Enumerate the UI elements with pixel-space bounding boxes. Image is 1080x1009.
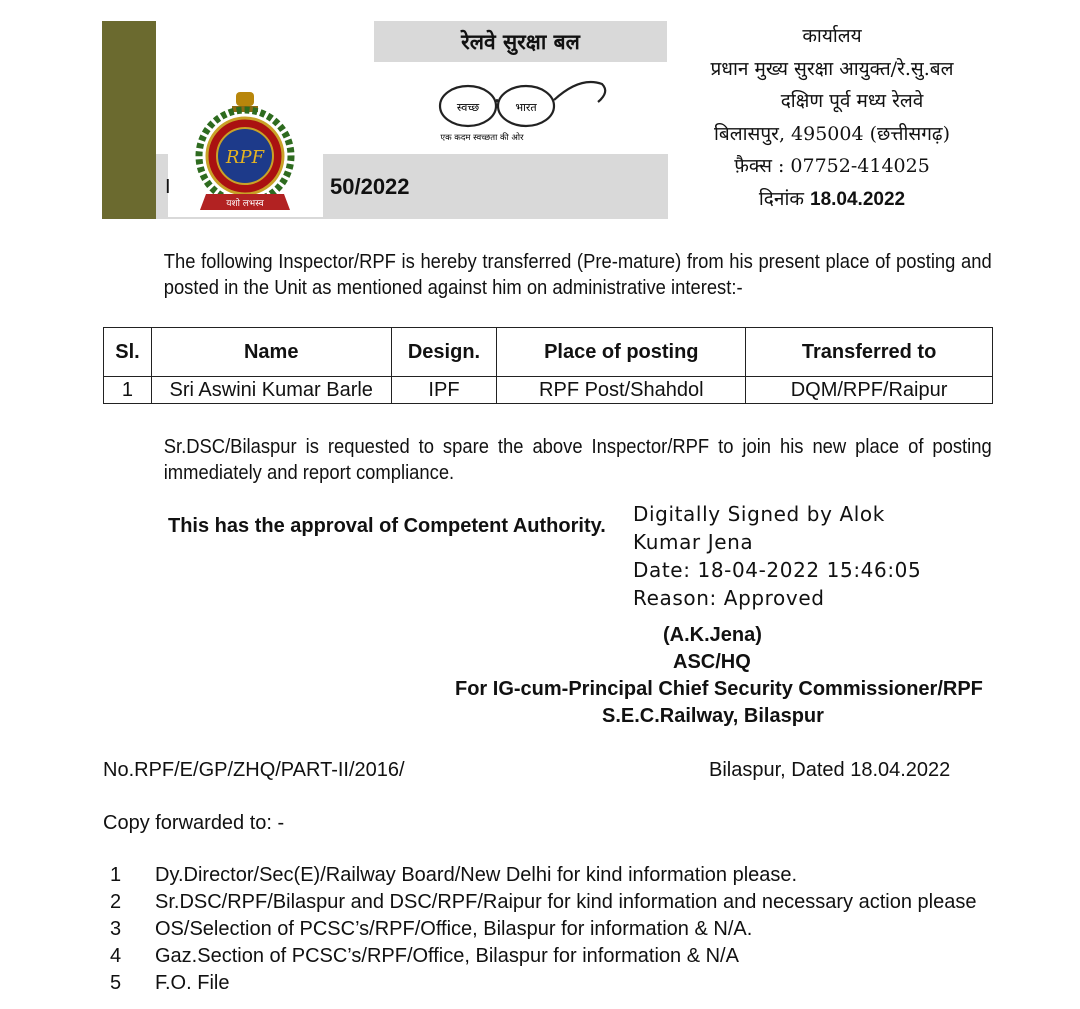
list-item-text: OS/Selection of PCSC’s/RPF/Office, Bilaspur for information & N/A. <box>155 918 753 940</box>
list-item-number: 3 <box>110 918 122 940</box>
cell-sl: 1 <box>104 377 152 404</box>
hindi-title: रेलवे सुरक्षा बल <box>461 28 580 54</box>
request-text: Sr.DSC/Bilaspur is requested to spare the above Inspector/RPF to join his new place of posting immediately and report compliance. <box>163 436 992 484</box>
rpf-emblem-icon <box>192 88 298 216</box>
request-paragraph <box>103 434 992 486</box>
transfer-table <box>103 327 993 404</box>
dsig-line: Digitally Signed by Alok <box>633 502 885 526</box>
col-header-place: Place of posting <box>497 328 746 377</box>
date-value: 18.04.2022 <box>810 188 906 210</box>
header-olive-bar <box>102 21 156 219</box>
list-item-number: 4 <box>110 945 122 967</box>
office-line: कार्यालय <box>802 25 862 47</box>
signatory-name: (A.K.Jena) <box>663 624 762 646</box>
swachh-bharat-logo <box>430 72 620 144</box>
date-line <box>672 183 992 217</box>
cell-transferred: DQM/RPF/Raipur <box>746 377 993 404</box>
cell-design: IPF <box>391 377 497 404</box>
dsig-line: Kumar Jena <box>633 530 754 554</box>
swachh-left-label: स्वच्छ <box>456 101 480 114</box>
list-item-text: Sr.DSC/RPF/Bilaspur and DSC/RPF/Raipur for kind information and necessary action please <box>155 891 977 913</box>
table-header-row <box>104 328 993 377</box>
list-item-number: 1 <box>110 864 122 886</box>
ref-prefix: I <box>165 176 171 198</box>
list-item <box>110 862 976 889</box>
list-item <box>110 889 976 916</box>
swachh-tagline: एक कदम स्वच्छता की ओर <box>440 133 524 143</box>
emblem-text: RPF <box>225 147 265 168</box>
intro-text: The following Inspector/RPF is hereby transferred (Pre-mature) from his present place of posting and posted in the Unit as mentioned against him on administrative interest:- <box>163 251 992 299</box>
dated-line: Bilaspur, Dated 18.04.2022 <box>709 759 951 781</box>
col-header-design: Design. <box>391 328 497 377</box>
office-line: प्रधान मुख्य सुरक्षा आयुक्त/रे.सु.बल <box>710 57 954 80</box>
list-item-text: Gaz.Section of PCSC’s/RPF/Office, Bilaspur for information & N/A <box>155 945 739 967</box>
digital-signature <box>633 500 921 612</box>
list-item-number: 2 <box>110 891 122 913</box>
reference-number: 50/2022 <box>330 174 410 199</box>
dsig-line: Reason: Approved <box>633 586 825 610</box>
approval-note: This has the approval of Competent Authority. <box>168 515 606 537</box>
list-item <box>110 943 976 970</box>
list-item <box>110 916 976 943</box>
emblem-motto: यशो लभस्व <box>226 199 264 209</box>
signatory-for-line: For IG-cum-Principal Chief Security Commissioner/RPF <box>455 678 983 700</box>
list-item-text: F.O. File <box>155 972 230 994</box>
cell-name: Sri Aswini Kumar Barle <box>151 377 391 404</box>
dsig-line: Date: 18-04-2022 15:46:05 <box>633 558 922 582</box>
col-header-transferred: Transferred to <box>746 328 993 377</box>
signatory-office: S.E.C.Railway, Bilaspur <box>602 705 824 727</box>
office-line: दक्षिण पूर्व मध्य रेलवे <box>780 90 924 112</box>
office-line: बिलासपुर, 495004 (छत्तीसगढ़) <box>713 122 951 145</box>
swachh-right-label: भारत <box>515 101 537 114</box>
list-item-text: Dy.Director/Sec(E)/Railway Board/New Delhi for kind information please. <box>155 864 798 886</box>
col-header-sl: Sl. <box>104 328 152 377</box>
office-line: फ़ैक्स : 07752-414025 <box>734 155 930 177</box>
copy-forwarded-label: Copy forwarded to: - <box>103 812 285 834</box>
office-address <box>672 20 992 216</box>
letter-number: No.RPF/E/GP/ZHQ/PART-II/2016/ <box>103 759 405 781</box>
date-label: दिनांक <box>758 187 804 210</box>
table-row <box>104 377 993 404</box>
signatory-designation: ASC/HQ <box>673 651 751 673</box>
intro-paragraph <box>103 249 992 301</box>
copy-list <box>110 862 976 997</box>
list-item-number: 5 <box>110 972 122 994</box>
col-header-name: Name <box>151 328 391 377</box>
list-item <box>110 970 976 997</box>
cell-place: RPF Post/Shahdol <box>497 377 746 404</box>
